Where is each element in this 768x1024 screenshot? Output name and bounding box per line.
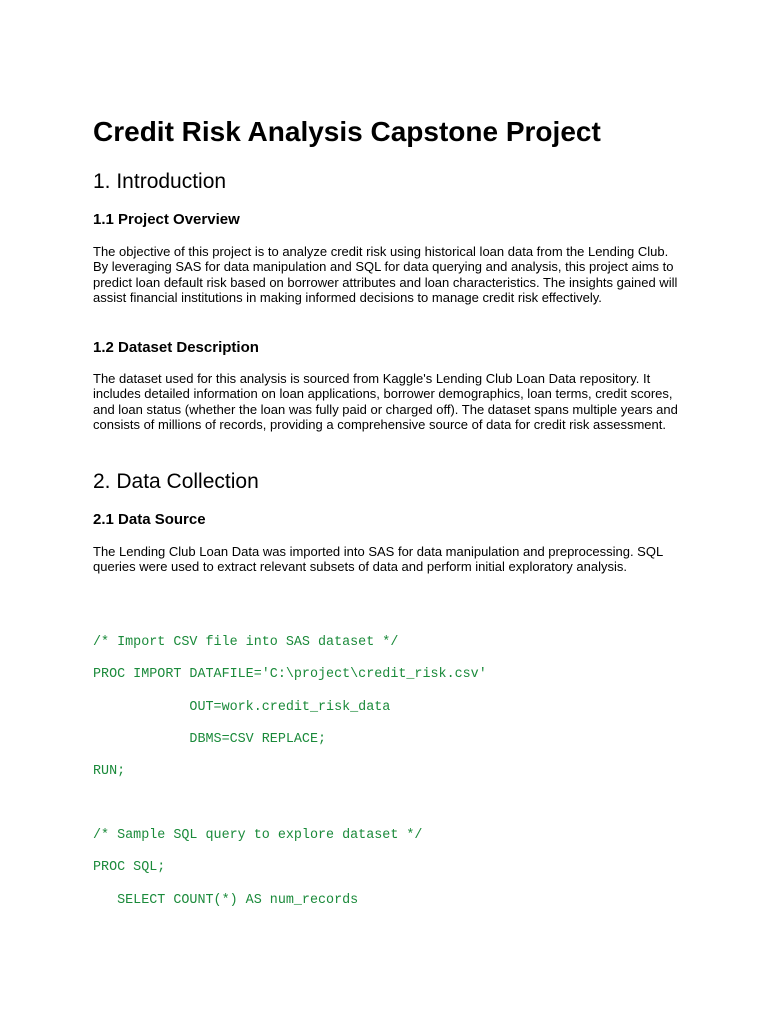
- paragraph-project-overview: The objective of this project is to analyze credit risk using historical loan data from the Lending Club. By leveraging SAS for data manipulation and SQL for data querying and analysis, this project aims to predict loan default risk based on borrower attributes and loan characteristics. The insights gained will assist financial institutions in making informed decisions to manage credit risk effectively.: [93, 244, 678, 305]
- subsection-heading-dataset-description: 1.2 Dataset Description: [93, 339, 259, 356]
- subsection-heading-project-overview: 1.1 Project Overview: [93, 211, 240, 228]
- code-line: SELECT COUNT(*) AS num_records: [93, 893, 359, 908]
- section-heading-introduction: 1. Introduction: [93, 170, 227, 193]
- code-line: OUT=work.credit_risk_data: [93, 700, 391, 715]
- section-heading-data-collection: 2. Data Collection: [93, 470, 259, 493]
- paragraph-dataset-description: The dataset used for this analysis is sourced from Kaggle's Lending Club Loan Data repository. It includes detailed information on loan applications, borrower demographics, loan terms, credit scores, and loan status (whether the loan was fully paid or charged off). The dataset spans multiple years and consists of millions of records, providing a comprehensive source of data for credit risk assessment.: [93, 371, 678, 432]
- code-line: RUN;: [93, 764, 126, 779]
- code-line: DBMS=CSV REPLACE;: [93, 732, 327, 747]
- document-title: Credit Risk Analysis Capstone Project: [93, 116, 601, 147]
- code-line: PROC IMPORT DATAFILE='C:\project\credit_risk.csv': [93, 667, 487, 682]
- code-line: /* Import CSV file into SAS dataset */: [93, 635, 399, 650]
- code-line: /* Sample SQL query to explore dataset */: [93, 828, 423, 843]
- paragraph-data-source: The Lending Club Loan Data was imported into SAS for data manipulation and preprocessing. SQL queries were used to extract relevant subsets of data and perform initial exploratory analysis.: [93, 544, 663, 575]
- code-line: PROC SQL;: [93, 860, 166, 875]
- subsection-heading-data-source: 2.1 Data Source: [93, 511, 206, 528]
